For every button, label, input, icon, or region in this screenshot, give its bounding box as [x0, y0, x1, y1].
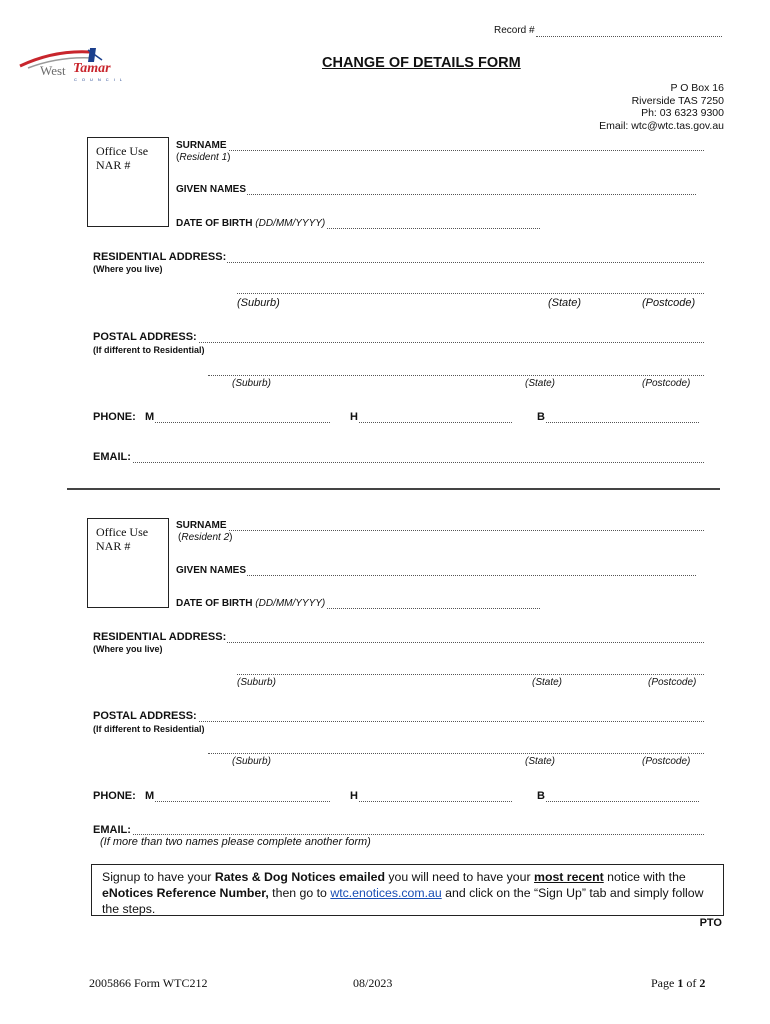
given-names-field[interactable] — [176, 194, 696, 195]
postcode-caption: (Postcode) — [648, 677, 697, 688]
phone-h-label: H — [350, 790, 358, 802]
phone-home-field[interactable] — [350, 422, 512, 423]
email-label: EMAIL: — [93, 824, 131, 836]
surname-field[interactable] — [176, 150, 704, 151]
suburb-caption: (Suburb) — [237, 297, 280, 309]
form-id: 2005866 Form WTC212 — [89, 976, 208, 990]
postal-address-line2[interactable] — [208, 375, 704, 376]
residential-address-line2[interactable] — [237, 293, 704, 294]
state-caption: (State) — [525, 756, 556, 767]
phone-mobile-field[interactable] — [145, 422, 330, 423]
office-use-box — [87, 137, 169, 227]
record-number-field[interactable]: Record # — [494, 25, 535, 36]
phone-business-field[interactable] — [537, 422, 699, 423]
given-names-field[interactable] — [176, 575, 696, 576]
pto-label: PTO — [699, 917, 722, 929]
phone-label: PHONE: — [93, 411, 136, 423]
if-different-label: (If different to Residential) — [93, 724, 205, 734]
phone-business-field[interactable] — [537, 801, 699, 802]
email-label: EMAIL: — [93, 451, 131, 463]
logo-west: West — [40, 63, 66, 78]
dob-label: DATE OF BIRTH (DD/MM/YYYY) — [176, 598, 326, 609]
state-caption: (State) — [548, 297, 582, 309]
phone-m-label: M — [145, 790, 155, 802]
address-line: Riverside TAS 7250 — [631, 94, 724, 107]
suburb-caption: (Suburb) — [232, 756, 271, 767]
logo-council: COUNCIL — [74, 77, 128, 82]
address-line: Email: wtc@wtc.tas.gov.au — [599, 119, 724, 132]
postcode-caption: (Postcode) — [642, 378, 691, 389]
phone-b-label: B — [537, 790, 545, 802]
office-use-label: Office Use — [96, 525, 149, 539]
nar-label: NAR # — [96, 158, 131, 172]
postal-address-label: POSTAL ADDRESS: — [93, 331, 197, 343]
surname-label: SURNAME — [176, 140, 227, 151]
page-number: Page 1 of 2 — [651, 976, 706, 990]
phone-home-field[interactable] — [350, 801, 512, 802]
more-names-note: (If more than two names please complete another form) — [100, 836, 371, 848]
enotices-signup-box: Signup to have your Rates & Dog Notices emailed you will need to have your most recent notice with the eNotices Reference Number, then go to wtc.enotices.com.au and click on the “Sign Up” tab and simply follow the steps. — [91, 864, 724, 916]
phone-mobile-field[interactable] — [145, 801, 330, 802]
email-field[interactable] — [93, 834, 704, 835]
residential-address-line2[interactable] — [237, 674, 704, 675]
where-you-live-label: (Where you live) — [93, 644, 163, 654]
section-divider — [67, 488, 720, 490]
resident-2-label: (Resident 2) — [178, 532, 233, 543]
where-you-live-label: (Where you live) — [93, 264, 163, 274]
given-names-label: GIVEN NAMES — [176, 184, 247, 195]
record-number-line[interactable] — [536, 36, 722, 37]
office-use-box — [87, 518, 169, 608]
address-line: Ph: 03 6323 9300 — [641, 107, 724, 119]
phone-label: PHONE: — [93, 790, 136, 802]
form-title: CHANGE OF DETAILS FORM — [322, 55, 521, 71]
resident-1-label: (Resident 1) — [176, 152, 231, 163]
postal-address-line2[interactable] — [208, 753, 704, 754]
nar-label: NAR # — [96, 539, 131, 553]
form-date: 08/2023 — [353, 976, 393, 990]
state-caption: (State) — [532, 677, 563, 688]
postal-address-label: POSTAL ADDRESS: — [93, 710, 197, 722]
if-different-label: (If different to Residential) — [93, 345, 205, 355]
suburb-caption: (Suburb) — [232, 378, 271, 389]
surname-field[interactable] — [176, 530, 704, 531]
phone-m-label: M — [145, 411, 155, 423]
state-caption: (State) — [525, 378, 556, 389]
residential-address-label: RESIDENTIAL ADDRESS: — [93, 251, 227, 263]
dob-label: DATE OF BIRTH (DD/MM/YYYY) — [176, 218, 326, 229]
postcode-caption: (Postcode) — [642, 297, 696, 309]
phone-b-label: B — [537, 411, 545, 423]
council-address — [599, 82, 724, 132]
address-line: P O Box 16 — [670, 82, 724, 94]
surname-label: SURNAME — [176, 520, 227, 531]
email-field[interactable] — [93, 462, 704, 463]
west-tamar-logo — [14, 46, 126, 86]
enotices-link[interactable]: wtc.enotices.com.au — [330, 886, 442, 900]
residential-address-label: RESIDENTIAL ADDRESS: — [93, 631, 227, 643]
suburb-caption: (Suburb) — [237, 677, 276, 688]
logo-tamar: Tamar — [73, 61, 111, 76]
postcode-caption: (Postcode) — [642, 756, 691, 767]
phone-h-label: H — [350, 411, 358, 423]
office-use-label: Office Use — [96, 144, 149, 158]
given-names-label: GIVEN NAMES — [176, 565, 247, 576]
